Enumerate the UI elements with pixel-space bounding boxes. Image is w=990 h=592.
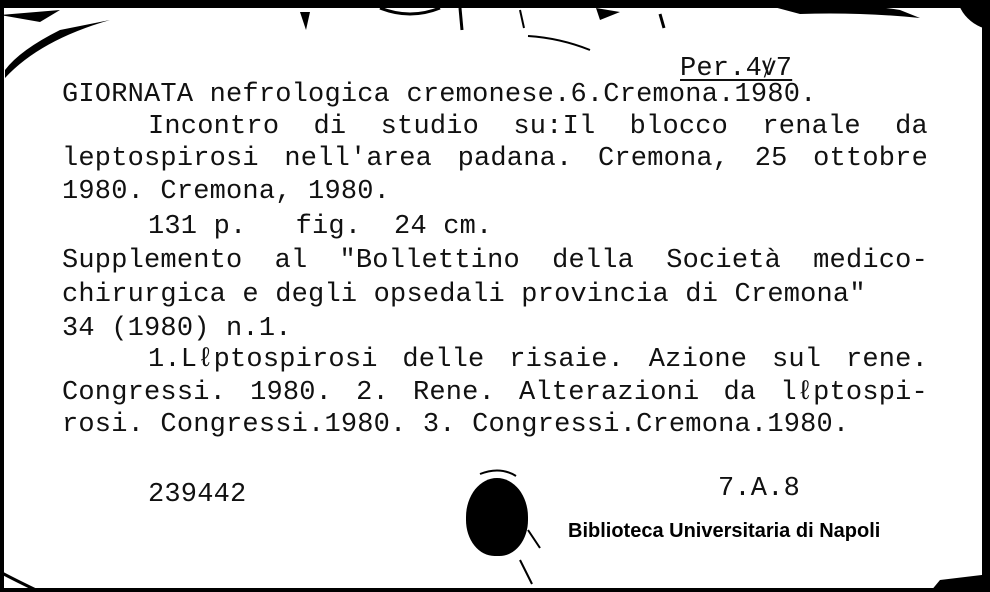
accession-number: 239442 xyxy=(148,480,247,510)
location-code: 7.A.8 xyxy=(718,474,801,504)
word: rene. xyxy=(845,345,928,375)
card-right-border xyxy=(982,0,990,592)
word: medico- xyxy=(813,246,928,276)
supplement-line-2: chirurgica e degli opsedali provincia di Cremona" xyxy=(62,280,866,310)
word: al xyxy=(274,246,308,276)
word: su:Il xyxy=(513,112,596,142)
supplement-line-1 xyxy=(62,246,928,276)
word: Supplemento xyxy=(62,246,243,276)
word: Rene. xyxy=(412,378,495,408)
collation-line: 131 p. fig. 24 cm. xyxy=(148,212,493,242)
word: blocco xyxy=(629,112,729,142)
card-corner xyxy=(956,0,990,30)
word: Congressi. xyxy=(62,378,227,408)
word: risaie. xyxy=(509,345,625,375)
title-line: GIORNATA nefrologica cremonese.6.Cremona.1980. xyxy=(62,80,817,110)
word: 1.Lℓptospirosi xyxy=(148,345,378,375)
description-line-2 xyxy=(62,112,928,142)
word: Azione xyxy=(648,345,748,375)
library-stamp-seal xyxy=(466,478,528,556)
card-left-border xyxy=(0,0,4,592)
word: della xyxy=(552,246,635,276)
word: "Bollettino xyxy=(339,246,520,276)
word: ottobre xyxy=(813,144,928,174)
word: 1980. xyxy=(250,378,333,408)
supplement-line-3: 34 (1980) n.1. xyxy=(62,314,292,344)
word: da xyxy=(895,112,928,142)
word: Cremona, xyxy=(597,144,730,174)
word: Società xyxy=(666,246,782,276)
word: renale xyxy=(762,112,861,142)
subjects-line-3: rosi. Congressi.1980. 3. Congressi.Cremona.1980. xyxy=(62,410,850,440)
card-top-border xyxy=(0,0,990,8)
word: delle xyxy=(402,345,485,375)
word: da xyxy=(723,378,757,408)
word: studio xyxy=(380,112,480,142)
word: sul xyxy=(771,345,822,375)
subjects-line-1 xyxy=(148,345,928,375)
word: nell'area xyxy=(284,144,433,174)
word: Incontro xyxy=(148,112,280,142)
shelfmark: Per.4ꝟ7 xyxy=(680,54,793,84)
word: Alterazioni xyxy=(519,378,700,408)
library-stamp-text: Biblioteca Universitaria di Napoli xyxy=(568,520,881,542)
word: lℓptospi- xyxy=(780,378,928,408)
card-bottom-border xyxy=(0,588,990,592)
word: 2. xyxy=(356,378,389,408)
word: leptospirosi xyxy=(62,144,259,174)
subjects-line-2 xyxy=(62,378,928,408)
word: padana. xyxy=(457,144,573,174)
word: di xyxy=(313,112,347,142)
description-line-4: 1980. Cremona, 1980. xyxy=(62,177,391,207)
description-line-3 xyxy=(62,144,928,174)
word: 25 xyxy=(754,144,788,174)
